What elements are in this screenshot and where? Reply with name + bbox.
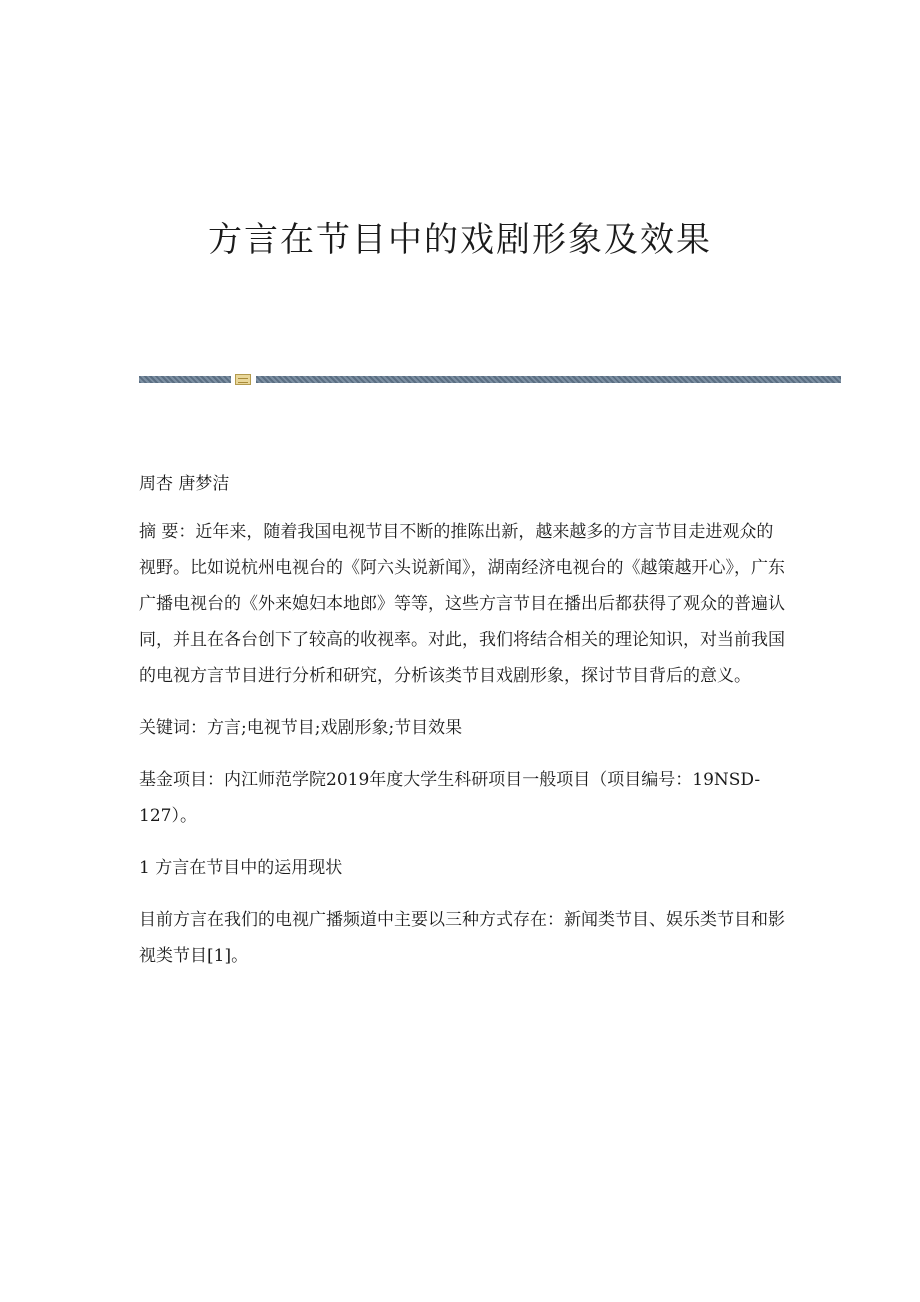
- ornament-icon: [235, 374, 251, 385]
- title-divider: [139, 374, 841, 384]
- abstract: 摘 要：近年来，随着我国电视节目不断的推陈出新，越来越多的方言节目走进观众的视野。比如说杭州电视台的《阿六头说新闻》，湖南经济电视台的《越策越开心》，广东广播电视台的《外来媳妇本地郎》等等，这些方言节目在播出后都获得了观众的普遍认同，并且在各台创下了较高的收视率。对此，我们将结合相关的理论知识，对当前我国的电视方言节目进行分析和研究，分析该类节目戏剧形象，探讨节目背后的意义。: [139, 522, 785, 686]
- divider-bar-left: [139, 376, 231, 383]
- divider-bar-right: [256, 376, 841, 383]
- section-heading: 1 方言在节目中的运用现状: [139, 858, 343, 878]
- authors: 周杏 唐梦洁: [139, 474, 230, 494]
- keywords: 关键词：方言;电视节目;戏剧形象;节目效果: [139, 718, 463, 738]
- document-title: 方言在节目中的戏剧形象及效果: [208, 220, 712, 260]
- document-body: [139, 466, 789, 990]
- body-paragraph: 目前方言在我们的电视广播频道中主要以三种方式存在：新闻类节目、娱乐类节目和影视类节目[1]。: [139, 910, 785, 966]
- fund-info: 基金项目：内江师范学院2019年度大学生科研项目一般项目（项目编号：19NSD-127）。: [139, 770, 761, 826]
